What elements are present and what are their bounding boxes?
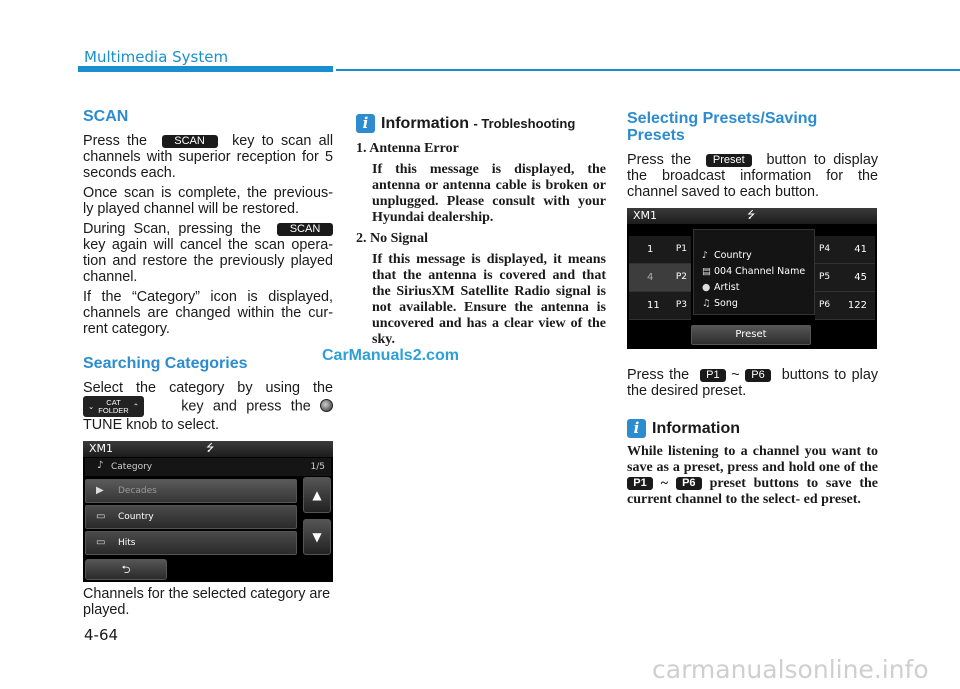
preset-button[interactable]: Preset [691, 325, 811, 345]
information-save-text: While listening to a channel you want to save as a preset, press and hold one of the P1 ~ P6 preset buttons to save the current channel to the select- ed preset. [627, 444, 879, 507]
category-screen [83, 441, 333, 582]
p6-key: P6 [745, 369, 771, 382]
usb-icon: ⭍ [747, 210, 756, 221]
band-label: XM1 [89, 442, 114, 455]
searching-paragraph: Select the category by using the ⌄ CAT FOLDER ⌃ key and press the TUNE knob to select. [83, 380, 333, 433]
scroll-down-button[interactable]: ▼ [303, 519, 331, 555]
troubleshooting-list [356, 141, 606, 348]
category-label: Category [111, 462, 153, 472]
category-icon: ♪ [702, 250, 709, 261]
list-item[interactable]: ▶ Decades [85, 479, 297, 503]
back-button[interactable]: ⮌ [85, 559, 167, 580]
radio-icon: ▤ [702, 266, 711, 277]
scan-paragraph-4: If the “Category” icon is displayed, channels are changed within the cur- rent category. [83, 289, 333, 337]
info-icon: i [627, 419, 646, 438]
watermark-text: CarManuals2.com [322, 347, 459, 364]
info-icon: i [356, 114, 375, 133]
scan-paragraph-3: During Scan, pressing the SCAN key again will cancel the scan opera- tion and restore the previously played channel. [83, 221, 333, 285]
header-accent-bar [78, 66, 333, 72]
column-middle [356, 114, 606, 348]
section-header-title: Multimedia System [84, 48, 229, 66]
presets-paragraph-2: Press the P1 ~ P6 buttons to play the desired preset. [627, 367, 879, 399]
column-right [627, 110, 878, 508]
screen-status-bar [83, 441, 333, 457]
information-heading: i Information [627, 419, 878, 438]
preset-key: Preset [706, 154, 752, 167]
list-item[interactable]: ▭ Hits [85, 531, 297, 555]
category-icon: ♪ [97, 460, 104, 471]
cat-folder-key: ⌄ CAT FOLDER ⌃ [83, 396, 144, 417]
scan-heading: SCAN [83, 108, 129, 125]
preset-row[interactable]: P6 122 [815, 292, 875, 320]
p1-key: P1 [627, 477, 653, 490]
folder-icon: ▭ [96, 511, 106, 522]
p6-key: P6 [676, 477, 702, 490]
antenna-error-title: 1. Antenna Error [356, 141, 459, 156]
category-count: 1/5 [310, 462, 325, 472]
no-signal-body: If this message is displayed, it means that the antenna is covered and that the SiriusXM Satellite Radio signal is not available. Ensure the antenna is uncovered and has a clear view of the sky. [372, 252, 606, 347]
page-number: 4-64 [84, 626, 119, 644]
footer-watermark: carmanualsonline.info [652, 655, 929, 684]
folder-icon: ▭ [96, 537, 106, 548]
tune-knob-icon [320, 399, 333, 412]
scan-paragraph-2: Once scan is complete, the previous- ly played channel will be restored. [83, 185, 333, 217]
no-signal-title: 2. No Signal [356, 231, 428, 246]
chevron-up-icon: ⌃ [132, 401, 140, 411]
header-rule [336, 69, 960, 71]
screen-status-bar [627, 208, 877, 224]
presets-heading: Selecting Presets/Saving Presets [627, 110, 818, 144]
band-label: XM1 [633, 209, 658, 222]
preset-row[interactable]: 1 P1 [629, 236, 691, 264]
scan-paragraph-1: Press the SCAN key to scan all channels with superior reception for 5 seconds each. [83, 133, 334, 181]
preset-row[interactable]: 4 P2 [629, 264, 691, 292]
preset-row[interactable]: 11 P3 [629, 292, 691, 320]
chevron-down-icon: ⌄ [88, 401, 95, 411]
searching-heading: Searching Categories [83, 355, 248, 372]
play-icon: ▶ [96, 485, 104, 496]
category-row [85, 458, 331, 476]
scroll-up-button[interactable]: ▲ [303, 477, 331, 513]
usb-icon: ⭍ [206, 443, 215, 454]
music-note-icon: ♫ [702, 298, 711, 309]
channel-info-panel: ♪ Country ▤ 004 Channel Name ● Artist ♫ Song [693, 229, 815, 315]
presets-paragraph-1: Press the Preset button to display the broadcast information for the channel saved to each button. [627, 152, 879, 200]
channels-played-text: Channels for the selected category are played. [83, 586, 331, 618]
scan-key: SCAN [162, 135, 218, 148]
list-item[interactable]: ▭ Country [85, 505, 297, 529]
person-icon: ● [702, 282, 711, 293]
preset-row[interactable]: P4 41 [815, 236, 875, 264]
column-left [83, 108, 333, 618]
preset-row[interactable]: P5 45 [815, 264, 875, 292]
antenna-error-body: If this message is displayed, the antenna or antenna cable is broken or unplugged. Please consult with your Hyundai dealership. [372, 162, 606, 225]
p1-key: P1 [700, 369, 726, 382]
preset-screen [627, 208, 877, 349]
scan-key: SCAN [277, 223, 333, 236]
information-trouble-heading: i Information - Trobleshooting [356, 114, 606, 133]
